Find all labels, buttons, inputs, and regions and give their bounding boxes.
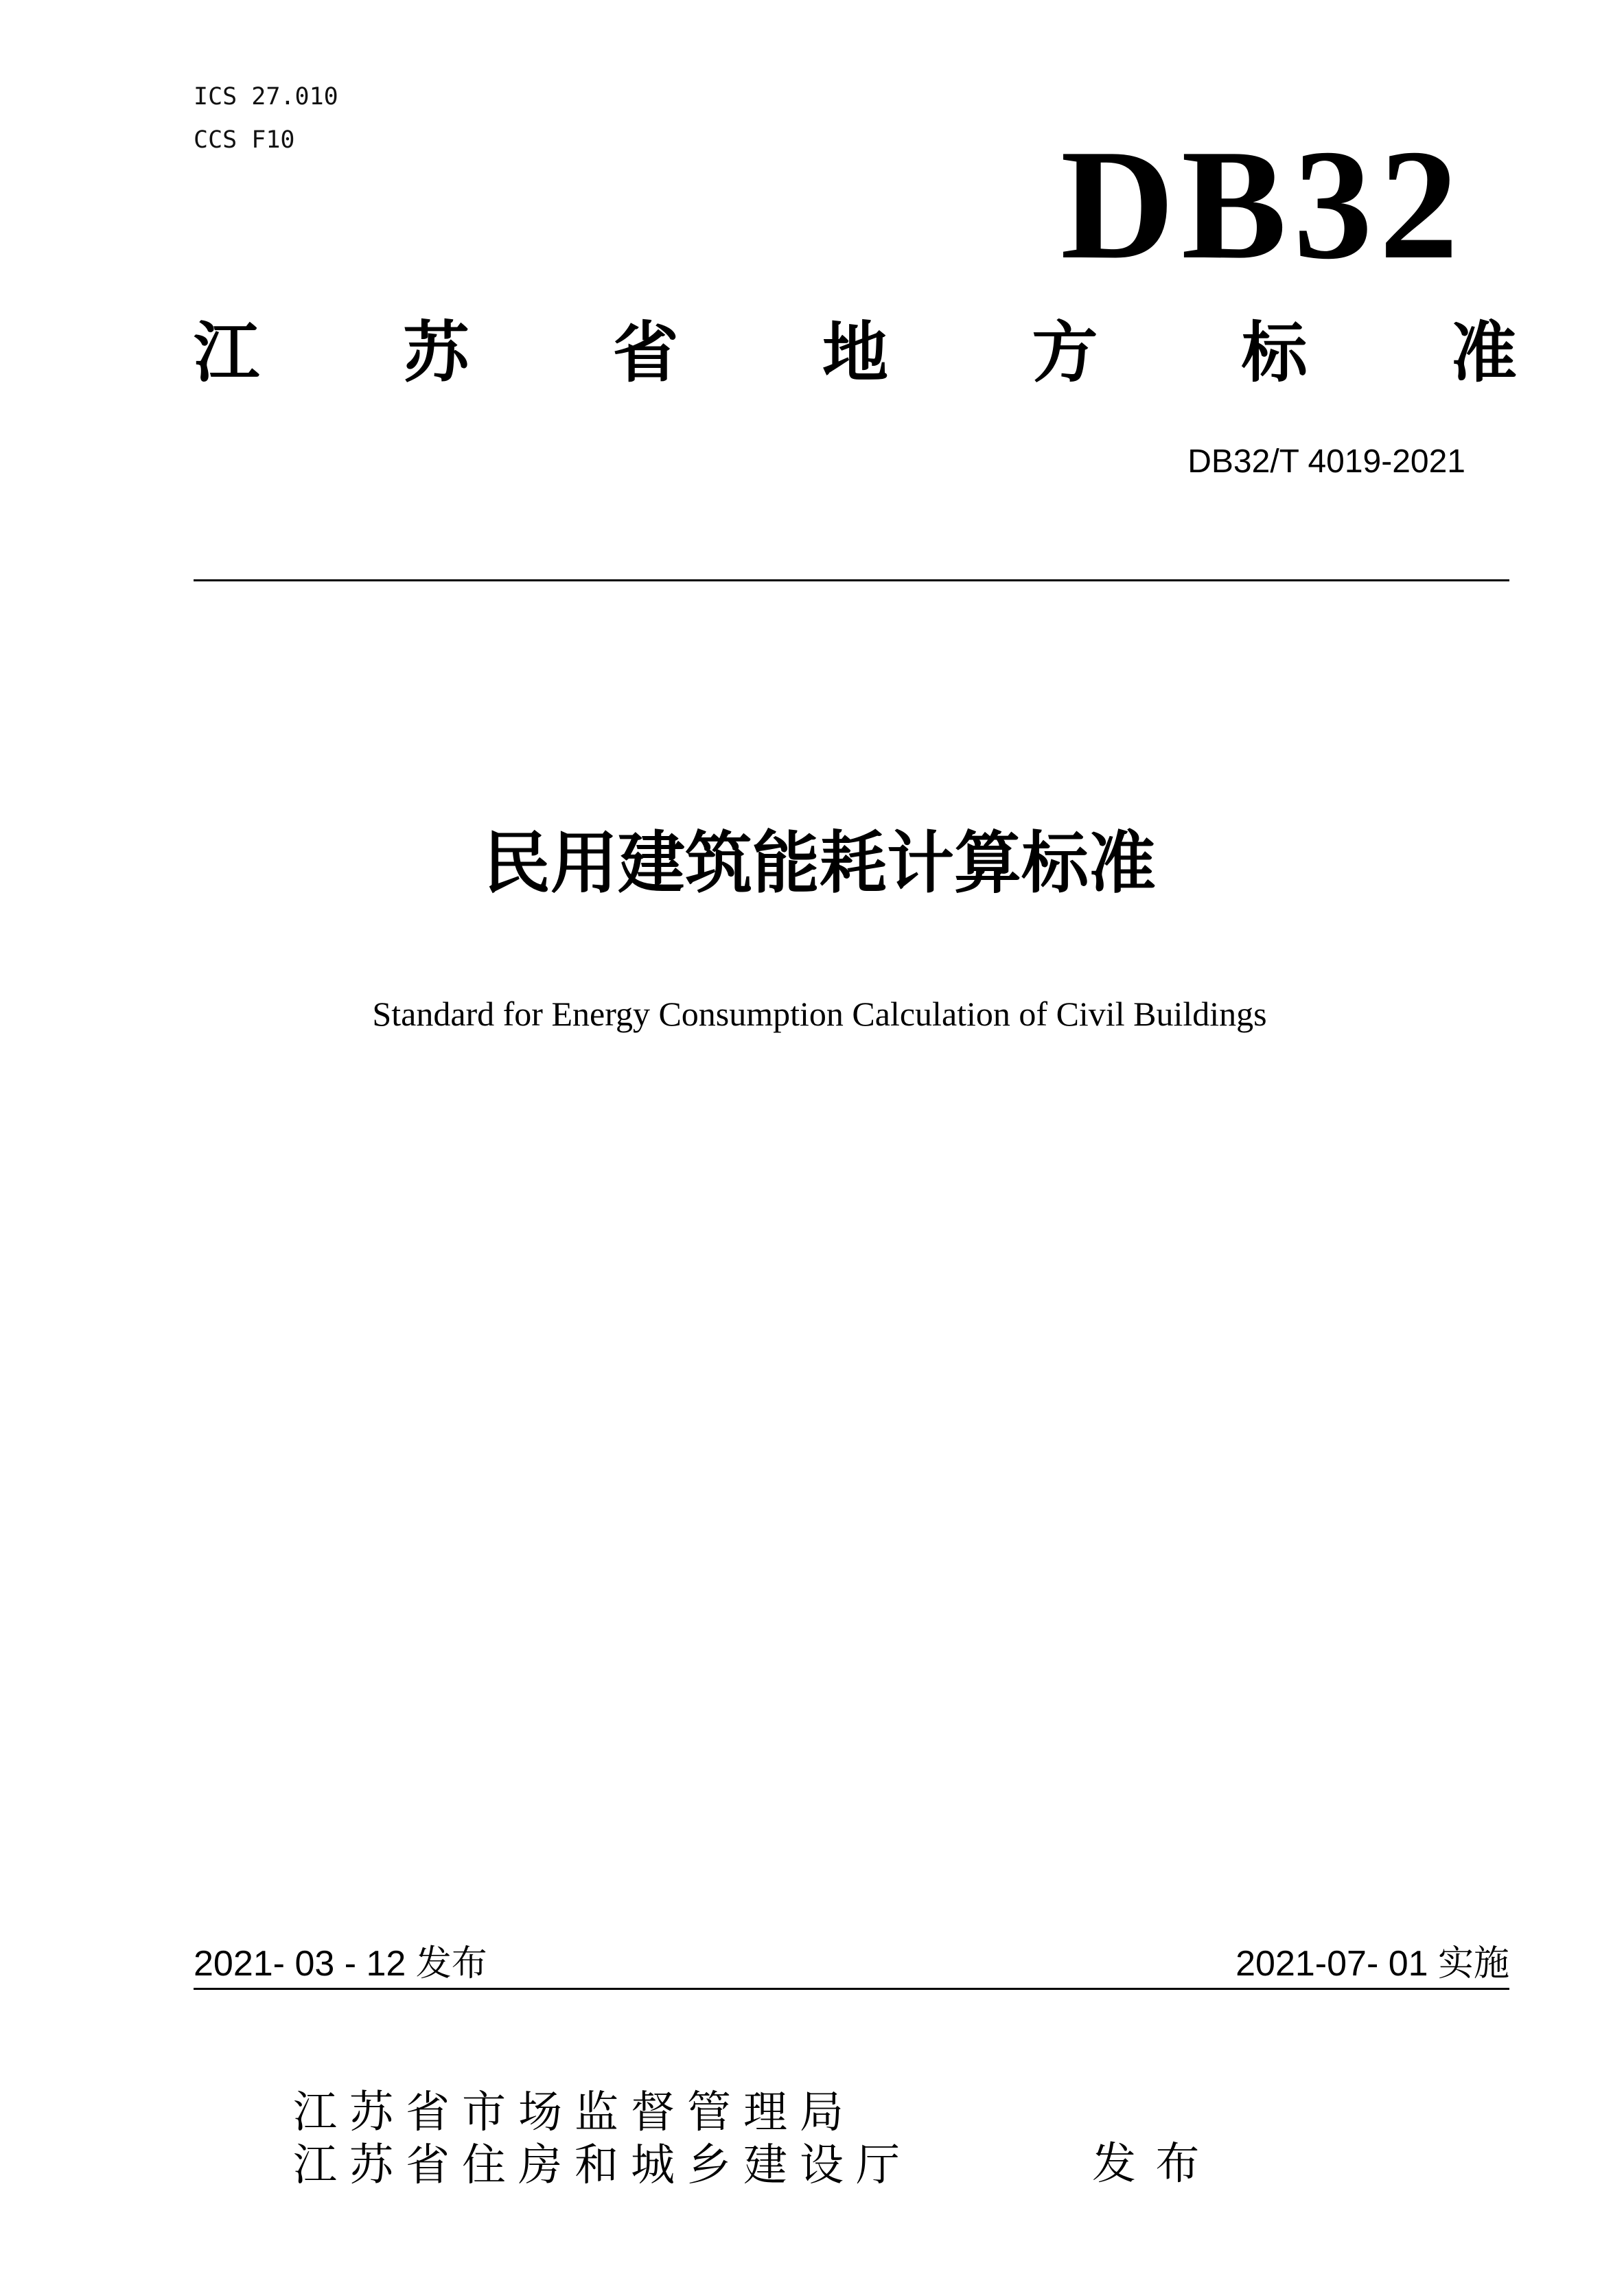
ics-code: ICS 27.010 bbox=[194, 83, 338, 111]
issuer-market-supervision: 江苏省市场监督管理局 bbox=[293, 2087, 856, 2138]
standard-number: DB32/T 4019-2021 bbox=[1187, 443, 1465, 480]
header-divider bbox=[194, 579, 1509, 581]
issue-action-label: 发 布 bbox=[1092, 2139, 1203, 2190]
implementation-date: 2021-07- 01 实施 bbox=[1236, 1944, 1509, 1984]
ccs-code: CCS F10 bbox=[194, 126, 295, 154]
issue-date: 2021- 03 - 12 发布 bbox=[194, 1944, 487, 1984]
footer-divider bbox=[194, 1988, 1509, 1990]
document-title-chinese: 民用建筑能耗计算标准 bbox=[483, 824, 1156, 903]
standard-level-heading: 江 苏 省 地 方 标 准 bbox=[194, 314, 1517, 391]
issuer-housing-construction: 江苏省住房和城乡建设厅 bbox=[293, 2140, 912, 2191]
provincial-code-mark: DB32 bbox=[1060, 117, 1465, 292]
issuing-authorities bbox=[293, 2087, 912, 2192]
document-title-english: Standard for Energy Consumption Calculation of Civil Buildings bbox=[372, 995, 1267, 1033]
